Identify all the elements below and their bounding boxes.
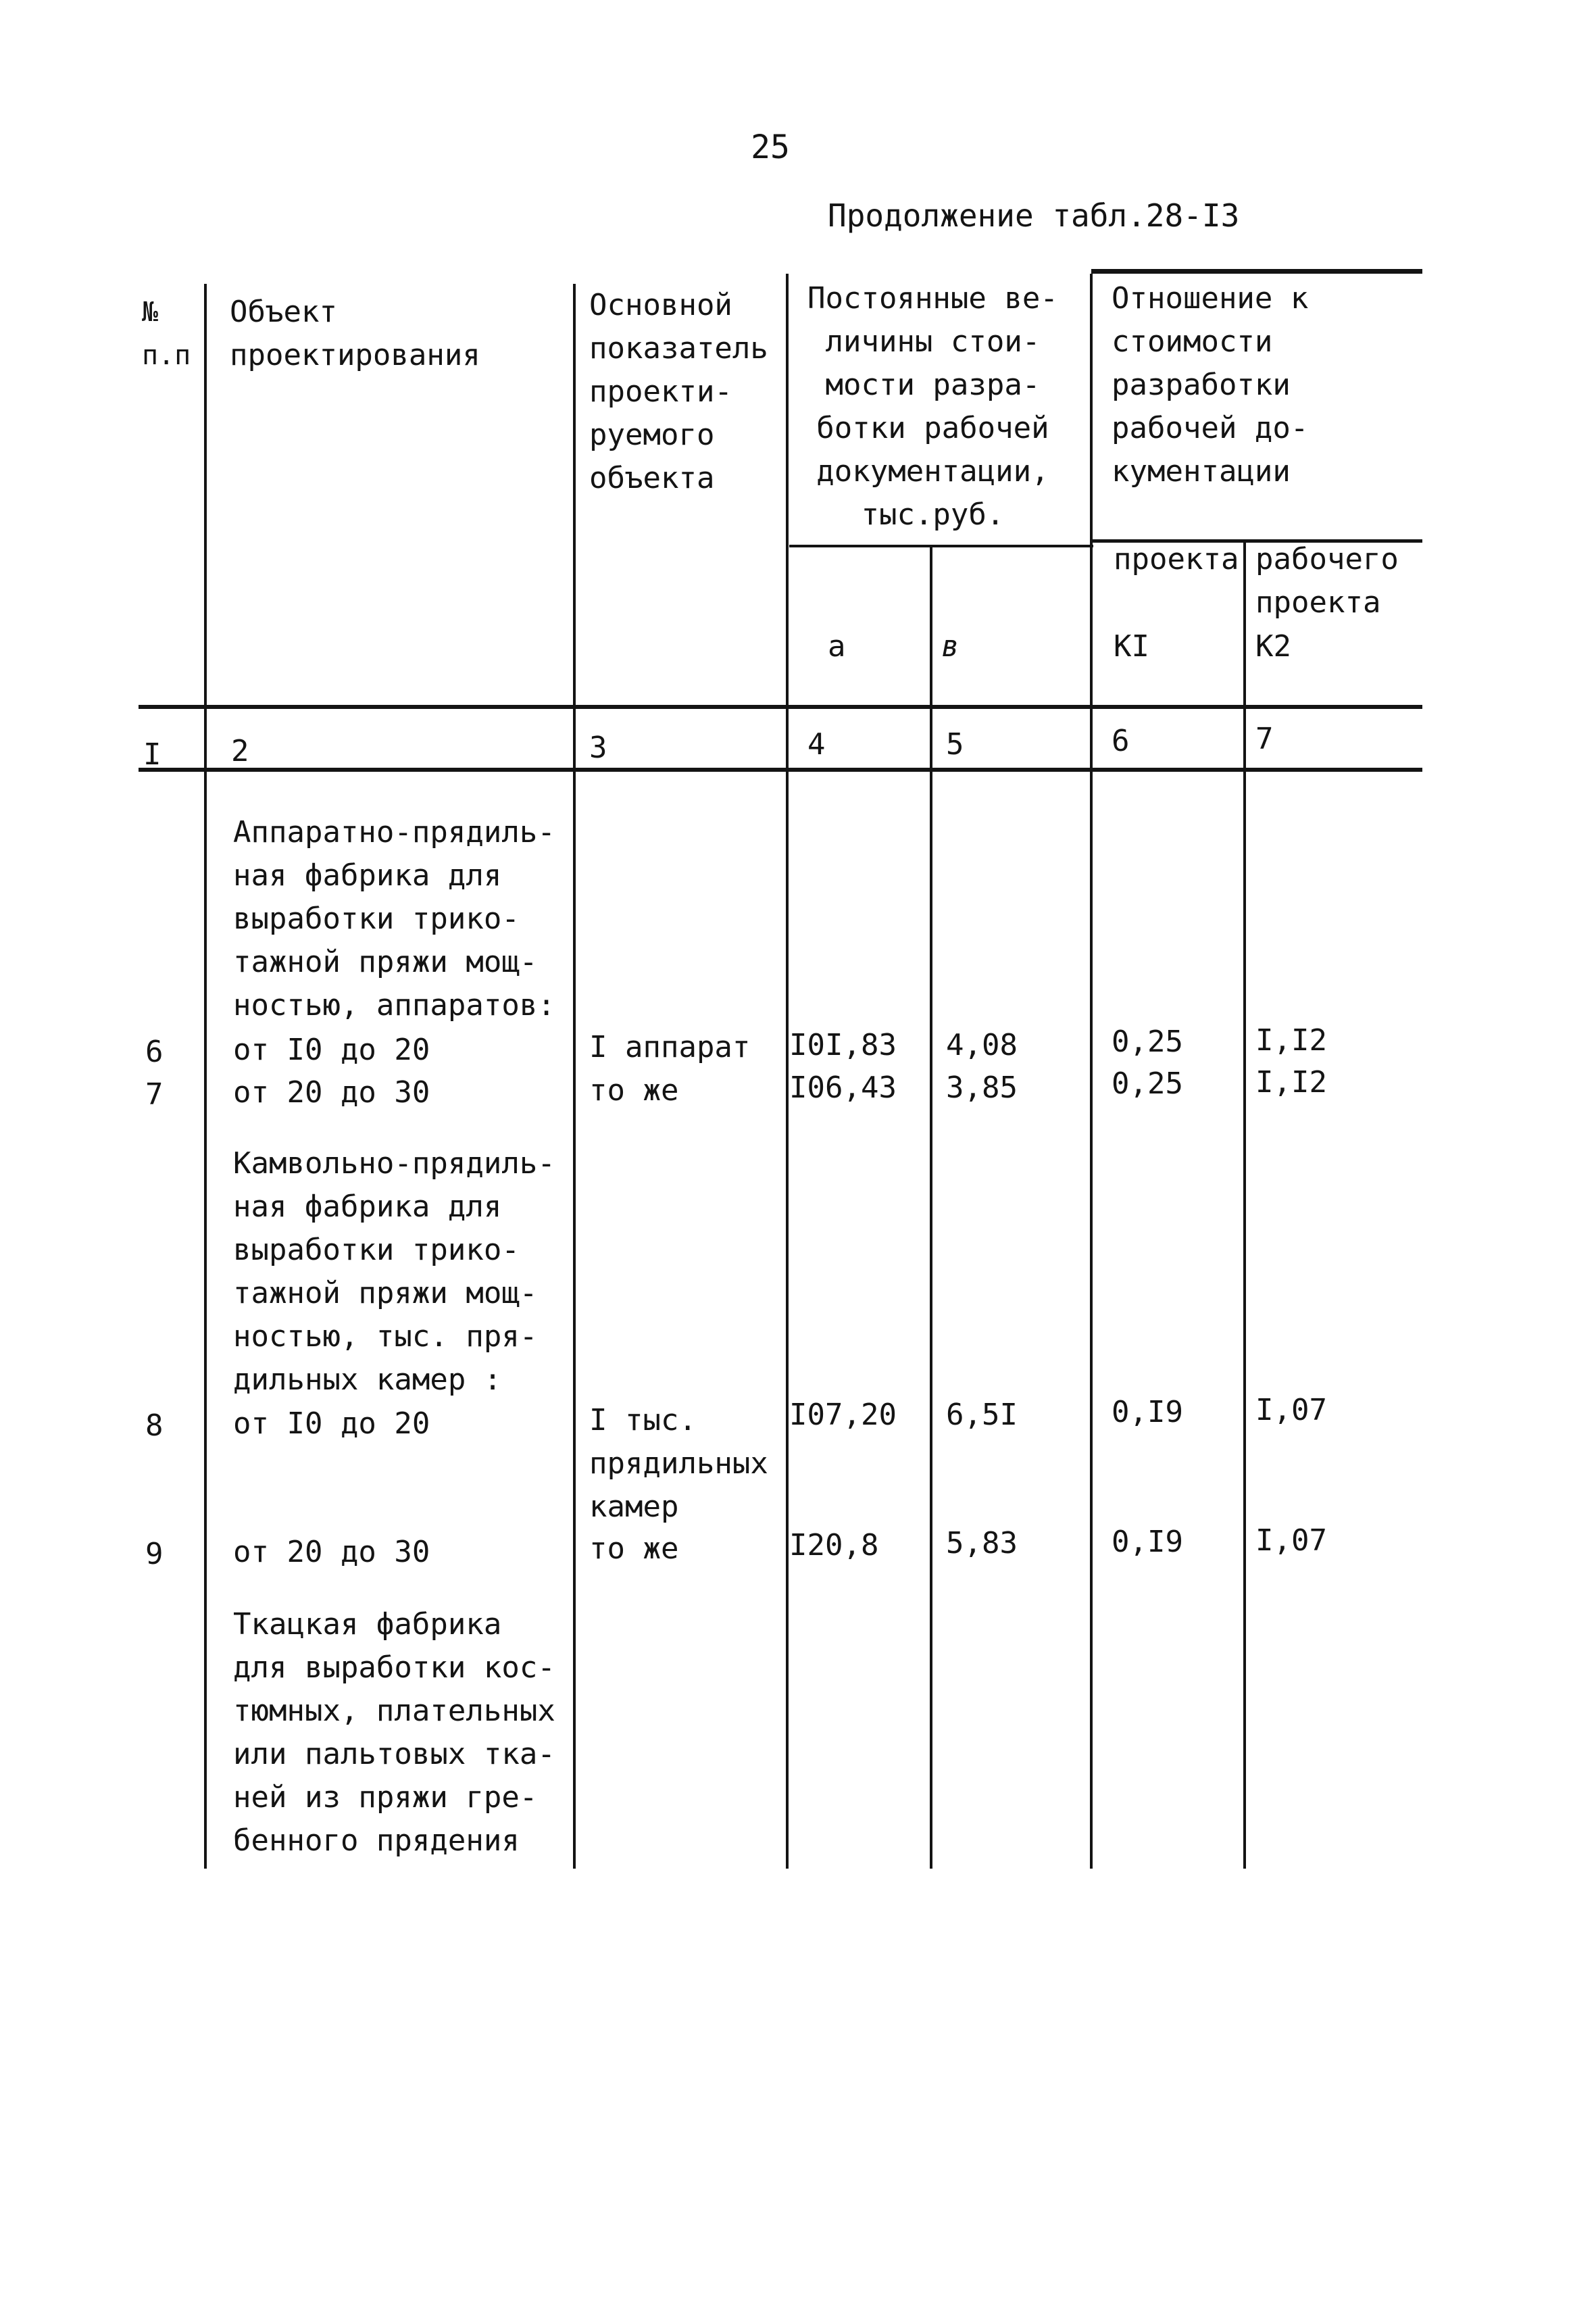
row-a: I0I,83 [789,1028,897,1062]
row-indicator: I тыс. прядильных камер [589,1403,768,1524]
row-k2: I,07 [1255,1523,1327,1558]
row-k2: I,I2 [1255,1065,1327,1100]
column-divider-1 [204,284,207,1869]
table-top-rule [1091,269,1422,274]
row-object: от 20 до 30 [233,1535,430,1569]
group-title: Аппаратно-прядиль- ная фабрика для выработки трико- тажной пряжи мощ- ностью, аппаратов: [233,815,555,1023]
row-k1: 0,25 [1112,1025,1183,1059]
row-num: 7 [145,1077,164,1112]
col-number-3: 3 [589,731,607,765]
row-indicator: I аппарат [589,1030,751,1064]
header-working-project: рабочего проекта [1255,542,1399,620]
row-b: 4,08 [946,1028,1018,1062]
row-indicator: то же [589,1531,679,1566]
page-number: 25 [751,128,790,166]
row-b: 5,83 [946,1526,1018,1560]
row-b: 3,85 [946,1070,1018,1105]
row-object: от I0 до 20 [233,1406,430,1441]
column-divider-3 [786,274,789,1869]
col-number-7: 7 [1255,722,1274,756]
table-continuation-caption: Продолжение табл.28-I3 [828,197,1240,234]
header-bottom-rule [139,705,1422,709]
row-k1: 0,I9 [1112,1525,1183,1559]
header-a: а [828,629,846,664]
col-number-4: 4 [807,727,826,762]
row-k2: I,I2 [1255,1023,1327,1058]
group-title: Камвольно-прядиль- ная фабрика для выработки трико- тажной пряжи мощ- ностью, тыс. пря- дильных камер : [233,1146,555,1397]
row-num: 6 [145,1035,164,1069]
column-divider-6 [1243,541,1246,1869]
row-a: I07,20 [789,1398,897,1432]
header-k2: К2 [1255,629,1291,664]
header-object: Объект проектирования [230,295,480,372]
row-k2: I,07 [1255,1393,1327,1427]
group-title: Ткацкая фабрика для выработки кос- тюмных, плательных или пальтовых тка- ней из пряжи гре- бенного прядения [233,1607,555,1858]
row-b: 6,5I [946,1398,1018,1432]
header-project: проекта [1114,542,1239,576]
header-sub-rule-left [789,545,1093,547]
header-ratio: Отношение к стоимости разработки рабочей до- кументации [1112,281,1309,489]
col-number-2: 2 [231,734,249,768]
col-number-1: I [143,737,161,772]
column-numbers-bottom-rule [139,768,1422,772]
header-num: № п.п [142,297,191,371]
row-indicator: то же [589,1073,679,1108]
row-a: I06,43 [789,1070,897,1105]
column-divider-4 [930,546,932,1869]
header-constant: Постоянные ве- личины стои- мости разра- ботки рабочей документации, тыс.руб. [807,281,1058,532]
row-k1: 0,25 [1112,1066,1183,1101]
column-divider-5 [1090,274,1093,1869]
column-divider-2 [573,284,576,1869]
row-object: от 20 до 30 [233,1075,430,1110]
row-a: I20,8 [789,1528,879,1562]
header-indicator: Основной показатель проекти- руемого объекта [589,288,768,495]
col-number-5: 5 [946,727,964,762]
row-num: 9 [145,1537,164,1571]
row-num: 8 [145,1408,164,1443]
header-b: в [941,629,959,664]
header-k1: КI [1114,629,1149,664]
col-number-6: 6 [1112,724,1130,758]
row-object: от I0 до 20 [233,1033,430,1067]
row-k1: 0,I9 [1112,1395,1183,1429]
